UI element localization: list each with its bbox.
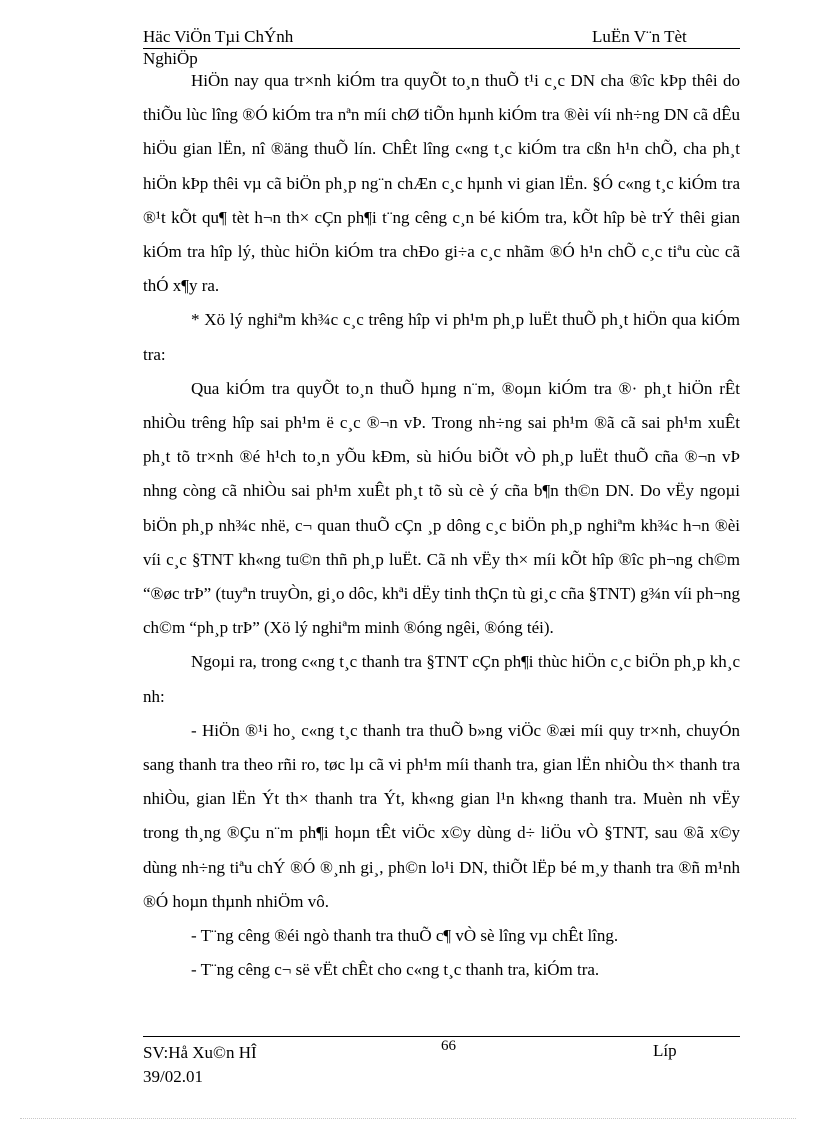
- page-bottom-border: [20, 1118, 796, 1119]
- header-thesis-title: LuËn V¨n Tèt: [592, 27, 687, 46]
- footer-divider: [143, 1036, 740, 1037]
- paragraph: - HiÖn ®¹i ho¸ c«ng t¸c thanh tra thuÕ b»ng viÖc ®æi míi quy tr×nh, chuyÓn sang thanh tra theo rñi ro, tøc lµ cã vi ph¹m míi thanh tra, gian lËn nhiÒu th× thanh tra nhiÒu, gian lËn Ýt th× thanh tra Ýt, kh«ng gian l¹n kh«ng thanh tra. Muèn nh vËy trong th¸ng ®Çu n¨m ph¶i hoµn tÊt viÖc x©y dùng d÷ liÖu vÒ §TNT, sau ®ã x©y dùng nh÷ng tiªu chÝ ®Ó ®¸nh gi¸, ph©n lo¹i DN, thiÕt lËp bé m¸y thanh tra ®ñ m¹nh ®Ó hoµn thµnh nhiÖm vô.: [143, 720, 740, 911]
- header-institution: Häc ViÖn Tµi ChÝnh: [143, 27, 294, 46]
- footer-class-label: Líp: [653, 1041, 677, 1060]
- paragraph: Qua kiÓm tra quyÕt to¸n thuÕ hµng n¨m, ®oµn kiÓm tra ®· ph¸t hiÖn rÊt nhiÒu trêng hîp sai ph¹m ë c¸c ®¬n vÞ. Trong nh÷ng sai ph¹m ®ã cã sai ph¹m xuÊt ph¸t tõ tr×nh ®é h¹ch to¸n yÕu kÐm, sù hiÓu biÕt vÒ ph¸p luËt thuÕ cña ®¬n vÞ nhng còng cã nhiÒu sai ph¹m xuÊt ph¸t tõ sù cè ý cña b¶n th©n DN. Do vËy ngoµi biÖn ph¸p nh¾c nhë, c¬ quan thuÕ cÇn ¸p dông c¸c biÖn ph¸p nghiªm kh¾c h¬n ®èi víi c¸c §TNT kh«ng tu©n thñ ph¸p luËt. Cã nh vËy th× míi kÕt hîp ®îc ph¬ng ch©m “®øc trÞ” (tuyªn truyÒn, gi¸o dôc, khªi dËy tinh thÇn tù gi¸c cña §TNT) g¾n víi ph¬ng ch©m “ph¸p trÞ” (Xö lý nghiªm minh ®óng ngêi, ®óng téi).: [143, 378, 740, 638]
- footer-student-class: 39/02.01: [143, 1067, 203, 1086]
- paragraph: - T¨ng cêng ®éi ngò thanh tra thuÕ c¶ vÒ sè lîng vµ chÊt lîng.: [191, 926, 619, 946]
- paragraph: Ngoµi ra, trong c«ng t¸c thanh tra §TNT cÇn ph¶i thùc hiÖn c¸c biÖn ph¸p kh¸c nh:: [143, 652, 740, 706]
- document-body: [143, 64, 740, 987]
- footer-student: [143, 1041, 257, 1089]
- header-thesis-title-continued: NghiÖp: [143, 49, 198, 68]
- header-divider: [143, 48, 740, 49]
- footer-student-name: SV:Hå Xu©n HÎ: [143, 1043, 257, 1062]
- paragraph: * Xö lý nghiªm kh¾c c¸c trêng hîp vi ph¹m ph¸p luËt thuÕ ph¸t hiÖn qua kiÓm tra:: [143, 310, 740, 364]
- page-number: 66: [441, 1038, 456, 1054]
- paragraph: - T¨ng cêng c¬ së vËt chÊt cho c«ng t¸c thanh tra, kiÓm tra.: [191, 960, 600, 980]
- paragraph: HiÖn nay qua tr×nh kiÓm tra quyÕt to¸n thuÕ t¹i c¸c DN cha ®îc kÞp thêi do thiÕu lùc lîng ®Ó kiÓm tra nªn míi chØ tiÕn hµnh kiÓm tra ®èi víi nh÷ng DN cã dÊu hiÖu gian lËn, nî ®äng thuÕ lín. ChÊt lîng c«ng t¸c kiÓm tra cßn h¹n chÕ, cha ph¸t hiÖn kÞp thêi vµ cã biÖn ph¸p ng¨n chÆn c¸c hµnh vi gian lËn. §Ó c«ng t¸c kiÓm tra ®¹t kÕt qu¶ tèt h¬n th× cÇn ph¶i t¨ng cêng c¸n bé kiÓm tra, kÕt hîp bè trÝ thêi gian kiÓm tra hîp lý, thùc hiÖn kiÓm tra chÐo gi÷a c¸c nhãm ®Ó h¹n chÕ c¸c tiªu cùc cã thÓ x¶y ra.: [143, 71, 740, 296]
